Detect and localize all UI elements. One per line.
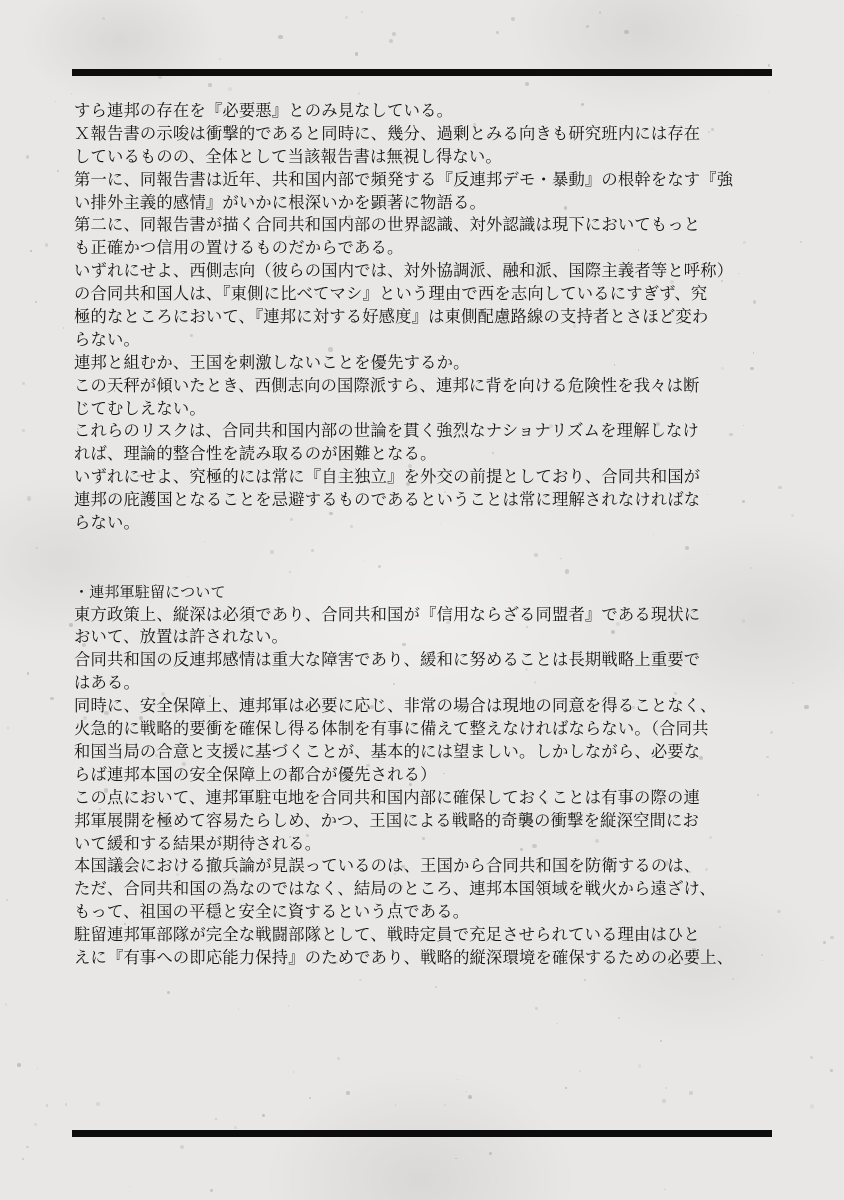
paper-speck — [26, 1146, 29, 1149]
section-heading: ・連邦軍駐留について — [74, 582, 226, 601]
paper-speck — [359, 979, 361, 981]
paper-speck — [660, 1040, 662, 1042]
text-line: えに『有事への即応能力保持』のためであり、戦略的縦深環境を確保するための必要上、 — [74, 947, 734, 967]
paper-speck — [768, 92, 769, 93]
text-line: らば連邦本国の安全保障上の都合が優先される） — [74, 764, 437, 784]
paragraph-gap — [74, 558, 774, 581]
text-line: もって、祖国の平穏と安全に資するという点である。 — [74, 902, 470, 922]
paper-speck — [17, 1063, 21, 1067]
paper-speck — [22, 429, 25, 432]
text-line: じてむしえない。 — [74, 398, 206, 418]
paper-speck — [309, 1097, 311, 1099]
paper-speck — [6, 899, 8, 901]
paper-speck — [737, 15, 738, 16]
text-line: Ｘ報告書の示唆は衝撃的であると同時に、幾分、過剰とみる向きも研究班内には存在 — [74, 123, 701, 143]
paper-speck — [35, 301, 37, 303]
paper-speck — [361, 11, 363, 13]
paper-speck — [102, 17, 105, 20]
paper-speck — [129, 1186, 130, 1187]
top-rule — [72, 69, 772, 76]
text-line: も正確かつ信用の置けるものだからである。 — [74, 238, 404, 258]
paper-speck — [355, 52, 359, 56]
paper-speck — [27, 496, 31, 500]
paper-speck — [792, 682, 794, 684]
text-line: 連邦の庇護国となることを忌避するものであるということは常に理解されなければな — [74, 490, 701, 510]
paper-speck — [804, 705, 808, 709]
text-line: い排外主義的感情』がいかに根深いかを顕著に物語る。 — [74, 192, 487, 212]
text-line: れば、理論的整合性を読み取るのが困難となる。 — [74, 444, 437, 464]
text-line: 東方政策上、縦深は必須であり、合同共和国が『信用ならざる同盟者』である現状に — [74, 604, 701, 624]
paper-speck — [7, 727, 9, 729]
text-line: 合同共和国の反連邦感情は重大な障害であり、緩和に努めることは長期戦略上重要で — [74, 650, 701, 670]
paper-speck — [180, 1145, 184, 1149]
text-line: この天秤が傾いたとき、西側志向の国際派すら、連邦に背を向ける危険性を我々は断 — [74, 375, 700, 395]
text-line: 和国当局の合意と支援に基づくことが、基本的には望ましい。しかしながら、必要な — [74, 741, 701, 761]
text-line: 本国議会における撤兵論が見誤っているのは、王国から合同共和国を防衛するのは、 — [74, 856, 701, 876]
paper-speck — [36, 547, 38, 549]
text-line: らない。 — [74, 513, 140, 533]
text-line: この点において、連邦軍駐屯地を合同共和国内部に確保しておくことは有事の際の連 — [74, 787, 700, 807]
paper-speck — [565, 1087, 566, 1088]
text-line: はある。 — [74, 673, 140, 693]
paper-speck — [26, 155, 30, 159]
paper-speck — [778, 486, 781, 489]
paper-speck — [238, 1008, 239, 1009]
paper-speck — [457, 1079, 458, 1080]
paper-speck — [810, 1104, 814, 1108]
paragraph-gap — [74, 535, 774, 558]
paper-speck — [65, 1103, 68, 1106]
paper-speck — [358, 92, 360, 94]
document-body — [74, 100, 774, 970]
text-line: の合同共和国人は、『東側に比べてマシ』という理由で西を志向しているにすぎず、究 — [74, 284, 708, 304]
paper-speck — [830, 1069, 833, 1072]
text-line: ただ、合同共和国の為なのではなく、結局のところ、連邦本国領域を戦火から遠ざけ、 — [74, 879, 716, 899]
paper-speck — [45, 243, 48, 246]
paper-speck — [665, 1087, 667, 1089]
text-line: おいて、放置は許されない。 — [74, 627, 288, 647]
paper-speck — [810, 1056, 813, 1059]
paper-speck — [823, 941, 826, 944]
paper-speck — [210, 1189, 212, 1191]
text-line: いて緩和する結果が期待される。 — [74, 833, 322, 853]
paper-speck — [455, 1158, 456, 1159]
paper-speck — [689, 1091, 692, 1094]
text-line: 火急的に戦略的要衝を確保し得る体制を有事に備えて整えなければならない。（合同共 — [74, 719, 709, 739]
text-line: 邦軍展開を極めて容易たらしめ、かつ、王国による戦略的奇襲の衝撃を縦深空間にお — [74, 810, 699, 830]
paper-speck — [22, 382, 25, 385]
paper-speck — [584, 979, 586, 981]
text-line: 第一に、同報告書は近年、共和国内部で頻発する『反連邦デモ・暴動』の根幹をなす『強 — [74, 169, 734, 189]
text-line: すら連邦の存在を『必要悪』とのみ見なしている。 — [74, 101, 454, 120]
paper-speck — [30, 250, 31, 251]
paper-speck — [624, 30, 628, 34]
text-line: 連邦と組むか、王国を刺激しないことを優先するか。 — [74, 352, 470, 372]
text-line: 極的なところにおいて、『連邦に対する好感度』は東側配慮路線の支持者とさほど変わ — [74, 307, 709, 327]
paper-speck — [791, 514, 793, 516]
paper-speck — [444, 1104, 446, 1106]
paper-speck — [579, 1070, 581, 1072]
paper-speck — [208, 83, 211, 86]
text-line: いずれにせよ、究極的には常に『自主独立』を外交の前提としており、合同共和国が — [74, 467, 701, 487]
paper-speck — [346, 1091, 350, 1095]
paper-speck — [22, 1158, 24, 1160]
text-line: これらのリスクは、合同共和国内部の世論を貫く強烈なナショナリズムを理解しなけ — [74, 421, 699, 441]
text-line: しているものの、全体として当該報告書は無視し得ない。 — [74, 146, 502, 166]
paper-speck — [69, 623, 73, 627]
paper-speck — [27, 672, 30, 675]
paper-speck — [535, 1007, 537, 1009]
text-line: 第二に、同報告書が描く合同共和国内部の世界認識、対外認識は現下においてもっと — [74, 215, 701, 235]
paper-speck — [288, 1005, 289, 1006]
text-line: 駐留連邦軍部隊が完全な戦闘部隊として、戦時定員で充足させられている理由はひと — [74, 925, 700, 945]
paper-speck — [511, 17, 515, 21]
bottom-rule — [72, 1130, 772, 1137]
text-line: いずれにせよ、西側志向（彼らの国内では、対外協調派、融和派、国際主義者等と呼称） — [74, 261, 734, 281]
text-line: らない。 — [74, 329, 140, 349]
paper-speck — [777, 910, 780, 913]
paper-speck — [496, 31, 499, 34]
paper-speck — [468, 1095, 472, 1099]
text-line: 同時に、安全保障上、連邦軍は必要に応じ、非常の場合は現地の同意を得ることなく、 — [74, 696, 717, 716]
